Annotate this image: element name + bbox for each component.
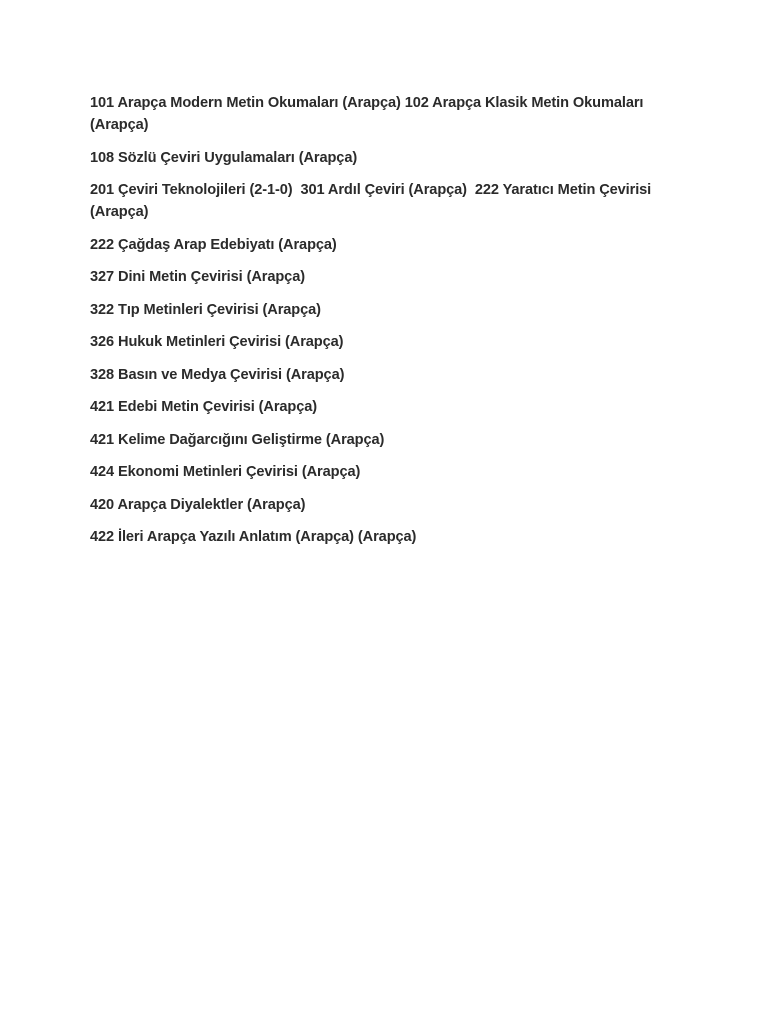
course-list	[90, 92, 690, 559]
course-line: 201 Çeviri Teknolojileri (2-1-0) 301 Ardıl Çeviri (Arapça) 222 Yaratıcı Metin Çevirisi (Arapça)	[90, 182, 656, 220]
course-line: 421 Edebi Metin Çevirisi (Arapça)	[90, 399, 318, 415]
course-line: 327 Dini Metin Çevirisi (Arapça)	[90, 269, 305, 285]
course-line: 101 Arapça Modern Metin Okumaları (Arapça) 102 Arapça Klasik Metin Okumaları (Arapça)	[90, 95, 648, 133]
course-line: 108 Sözlü Çeviri Uygulamaları (Arapça)	[90, 149, 358, 166]
course-line: 420 Arapça Diyalektler (Arapça)	[90, 496, 306, 513]
course-line: 421 Kelime Dağarcığını Geliştirme (Arapça)	[90, 431, 385, 448]
course-line: 328 Basın ve Medya Çevirisi (Arapça)	[90, 366, 345, 383]
course-line: 422 İleri Arapça Yazılı Anlatım (Arapça) (Arapça)	[90, 529, 417, 545]
course-line: 424 Ekonomi Metinleri Çevirisi (Arapça)	[90, 464, 361, 480]
course-line: 222 Çağdaş Arap Edebiyatı (Arapça)	[90, 236, 337, 253]
course-line: 326 Hukuk Metinleri Çevirisi (Arapça)	[90, 334, 344, 350]
course-line: 322 Tıp Metinleri Çevirisi (Arapça)	[90, 301, 321, 318]
